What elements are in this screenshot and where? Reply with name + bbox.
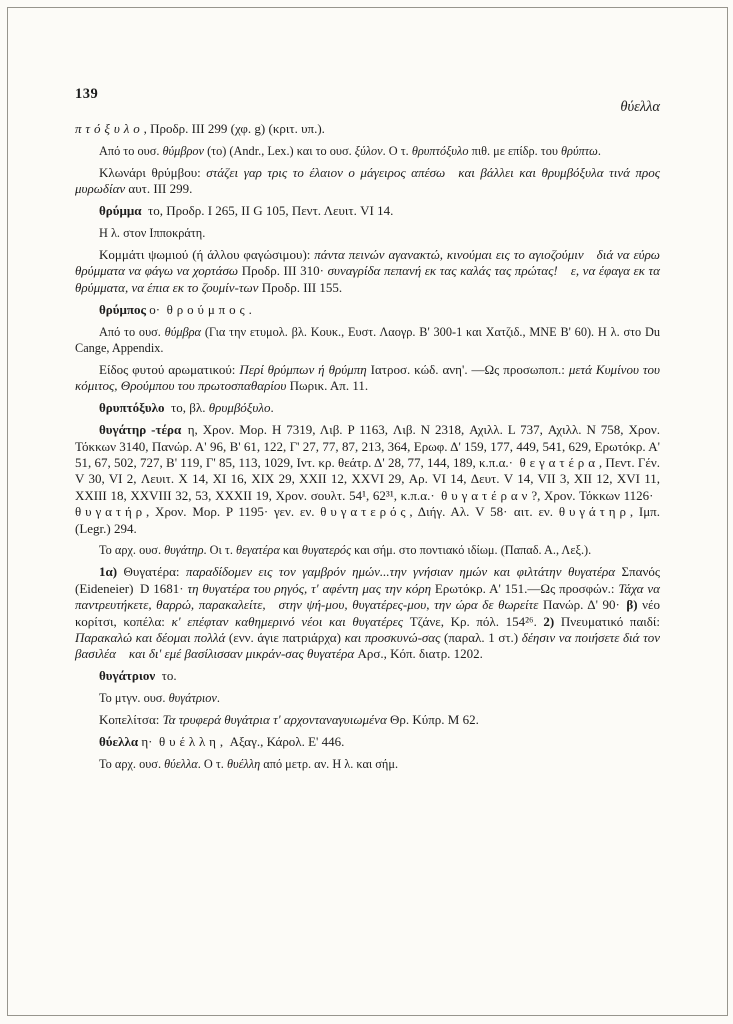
text-run: νέο κορίτσι, κοπέλα: <box>75 597 660 629</box>
text-run: , Χρον. Μορ. P 1195· γεν. εν. <box>146 504 321 520</box>
text-run: συναγρίδα πεπανή εκ τας καλάς τας πρώτας! ε, να έφαγα εκ τα θρύμματα, να έπια εκ το ζουμίν-των <box>75 263 660 295</box>
text-run: Από το ουσ. <box>99 324 165 339</box>
text-run: , Πεντ. Γέν. V 30, VI 2, Λευιτ. X 14, XI 16, XIX 29, XXII 12, XXVI 29, Αρ. VI 14, Δευτ. V 14, VII 3, XII 12, XVI 11, XXIII 18, XXVIII 32, 53, XXXII 19, Χρον. σουλτ. 54¹, 62³¹, κ.π.α.· <box>75 454 660 503</box>
entry-thygatir <box>75 422 660 537</box>
text-run: τη θυγατέρα του ρηγός, τ' αφέντη μας την κόρη <box>187 580 435 596</box>
text-run: θυγάτηρ <box>558 504 630 520</box>
text-run: η, Χρον. Μορ. Η 7319, Λιβ. P 1163, Λιβ. N 2318, Αχιλλ. L 737, Αχιλλ. N 758, Χρον. Τόκκων 3140, Πανώρ. Α' 96, Β' 61, 122, Γ' 27, 77, 87, 213, 364, Ερωφ. Δ' 159, 177, 449, 541, 629, Ερωτόκρ. Α' 51, 67, 502, 727, Β' 119, Γ' 85, 113, 1029, Ιντ. κρ. θεάτρ. Δ' 28, 77, 144, 189, κ.π.α.· <box>75 422 660 470</box>
text-run: θρυπτόξυλο <box>411 143 469 158</box>
headword: θρυπτόξυλο <box>99 400 165 416</box>
text-run: θυγατερός <box>320 504 410 520</box>
text-run: Η λ. στον Ιπποκράτη. <box>99 226 206 241</box>
sense-quotation <box>75 362 660 395</box>
entry-thyella <box>75 734 660 750</box>
etymology-note <box>75 756 660 772</box>
text-run: αυτ. III 299. <box>128 181 193 197</box>
text-run: Ερωτόκρ. Α' 151.—Ως προσφών.: <box>434 580 619 596</box>
text-run: . <box>216 691 220 706</box>
text-run: θύμβρα <box>164 324 202 339</box>
text-run: και σήμ. στο ποντιακό ιδίωμ. (Παπαδ. Α., Λεξ.). <box>351 543 592 558</box>
text-run: Προδρ. III 155. <box>261 279 343 295</box>
page-body <box>75 121 660 778</box>
text-run: . <box>248 301 252 317</box>
usage-note <box>75 225 660 241</box>
text-run: Πνευματικό παιδί: <box>554 613 660 629</box>
text-run: ο· <box>145 301 167 317</box>
sense-quotation <box>75 165 660 198</box>
text-run: Από το ουσ. <box>99 143 163 158</box>
entry-thryptoxylo <box>75 400 660 416</box>
etymology-note <box>75 690 660 706</box>
text-run: θρύπτω <box>561 143 598 158</box>
text-run: θεγατέρα <box>236 543 280 558</box>
text-run: Κλωνάρι θρύμβου: <box>99 164 207 180</box>
text-run: και προσκυνώ-σας <box>344 629 445 645</box>
text-run: . Οι τ. <box>203 543 236 558</box>
text-run: δέησιν να ποιήσετε διά τον βασιλέα και δι' εμέ βασίλισσαν μικράν-σας θυγατέρα <box>75 629 660 662</box>
text-run: Το αρχ. ουσ. <box>99 543 165 558</box>
headword: θύελλα <box>99 734 139 749</box>
text-run: Παρακαλώ και δέομαι πολλά <box>75 629 229 645</box>
text-run: Αρσ., Κόπ. διατρ. 1202. <box>357 646 483 662</box>
text-run: θρούμπος <box>166 301 249 317</box>
text-run: (το) (Andr., Lex.) και το ουσ. <box>204 143 355 158</box>
text-run: θυγάτριον <box>168 691 217 706</box>
text-run: (παραλ. 1 στ.) <box>444 629 522 645</box>
text-run: η· <box>138 734 160 749</box>
page-number: 139 <box>75 86 99 102</box>
text-run: θρυμβόξυλο <box>208 400 271 416</box>
text-run: Πωρικ. Απ. 11. <box>289 378 369 394</box>
text-run: , Προδρ. III 299 (χφ. g) (κριτ. υπ.). <box>143 121 325 136</box>
headword: 1α) <box>99 564 118 580</box>
text-run: (ενν. άγιε πατριάρχα) <box>228 629 345 645</box>
entry-thrymma <box>75 203 660 219</box>
headword: β) <box>626 597 638 613</box>
text-run: , Αξαγ., Κάρολ. Ε' 446. <box>219 734 345 749</box>
text-run: Θρ. Κύπρ. Μ 62. <box>390 712 479 728</box>
text-run: Ιατροσ. κώδ. ανη'. —Ως προσωποπ.: <box>370 361 569 377</box>
text-run: Πανώρ. Δ' 90· <box>542 597 627 613</box>
text-run: πιθ. με επίδρ. του <box>468 143 562 158</box>
text-run: θυγάτηρ <box>164 543 204 558</box>
text-run: Τα τρυφερά θυγάτρια τ' αρχονταναγυιωμένα <box>162 712 391 728</box>
text-run: Τζάνε, Κρ. πόλ. 154²⁶. <box>409 613 544 629</box>
sense-quotation <box>75 247 660 296</box>
entry-thygatrion <box>75 668 660 684</box>
headword: 2) <box>543 613 555 629</box>
text-run: στάζει γαρ τρις το έλαιον ο μάγειρος απέσω και βάλλει και θρυμβόξυλα τινά προς μυρωδίαν <box>75 164 660 197</box>
text-run: Τάχα να παντρευτήκετε, θαρρώ, παρακαλείτε, στην ψή-μου, θυγατέρες-μου, την ώρα δε θωρείτε <box>75 580 660 613</box>
text-run: θύελλα <box>164 756 198 771</box>
sense-quotation <box>75 712 660 728</box>
text-run: , Διήγ. Αλ. V 58· αιτ. εν. <box>409 504 559 520</box>
text-run: παραδίδομεν εις τον γαμβρόν ημών...την γνήσιαν ημών και φιλτάτην θυγατέρα <box>185 564 622 580</box>
text-run: θυγατέραν <box>441 487 532 503</box>
text-run: Κομμάτι ψωμιού (ή άλλου φαγώσιμου): <box>99 246 315 262</box>
text-run: ξύλον <box>354 143 383 158</box>
text-run: Το αρχ. ουσ. <box>99 756 165 771</box>
text-run: . Ο τ. <box>382 143 412 158</box>
entry-thrympos <box>75 302 660 318</box>
text-run: το. <box>155 668 177 684</box>
text-run: Θυγατέρα: <box>117 564 186 580</box>
text-run: θύμβρον <box>162 143 204 158</box>
text-run: μετά Κυμίνου του κόμιτος, Θρούμπου του πρωτοσπαθαρίου <box>75 361 660 394</box>
text-run: θυγατερός <box>301 543 352 558</box>
text-run: Προδρ. III 310· <box>241 263 328 279</box>
text-run: από μετρ. αν. Η λ. και σήμ. <box>260 756 399 771</box>
headword: θρύμμα <box>99 203 142 219</box>
headword: θυγάτηρ -τέρα <box>99 422 182 438</box>
text-run: Περί θρύμπων ή θρύμπη <box>239 361 371 377</box>
text-run: . Ο τ. <box>197 756 227 771</box>
text-run: Είδος φυτού αρωματικού: <box>99 361 240 377</box>
text-run: . <box>270 400 274 416</box>
text-run: πτόξυλο <box>75 121 144 136</box>
text-run: θεγατέρα <box>519 454 599 470</box>
headword: θυγάτριον <box>99 668 156 684</box>
running-head: θύελλα <box>620 99 660 115</box>
etymology-note <box>75 542 660 558</box>
text-run: κ' επέφταν καθημερινό νέοι και θυγατέρες <box>171 613 410 629</box>
text-run: Το μτγν. ουσ. <box>99 691 169 706</box>
entry-tail-ptoxylo <box>75 121 660 137</box>
etymology-note <box>75 143 660 159</box>
text-run: Κοπελίτσα: <box>99 712 163 728</box>
senses-thygatir <box>75 564 660 662</box>
text-run: και <box>279 543 302 558</box>
text-run: θυέλλη <box>226 756 261 771</box>
page-header <box>75 86 660 118</box>
text-run: Σπανός (Eideneier) D 1681· <box>75 564 660 596</box>
text-run: θυγατήρ <box>75 504 147 520</box>
etymology-note <box>75 324 660 357</box>
text-run: το, βλ. <box>164 400 209 416</box>
text-run: πάντα πεινών αγανακτώ, κινούμαι εις το αγιοζούμιν διά να εύρω θρύμματα να φάγω να χορτάσω <box>75 246 660 279</box>
text-run: ?, Χρον. Τόκκων 1126· <box>531 487 660 503</box>
text-run: . <box>597 143 601 158</box>
text-run: , Ιμπ. (Legr.) 294. <box>75 504 660 536</box>
text-run: θυέλλη <box>159 734 220 749</box>
text-run: (Για την ετυμολ. βλ. Κουκ., Ευστ. Λαογρ. Β' 300-1 και Χατζιδ., ΜΝΕ Β' 60). Η λ. στο Du Cange, Appendix. <box>75 324 660 355</box>
headword: θρύμπος <box>99 301 146 317</box>
text-run: το, Προδρ. I 265, II G 105, Πεντ. Λευιτ. VI 14. <box>141 203 394 219</box>
